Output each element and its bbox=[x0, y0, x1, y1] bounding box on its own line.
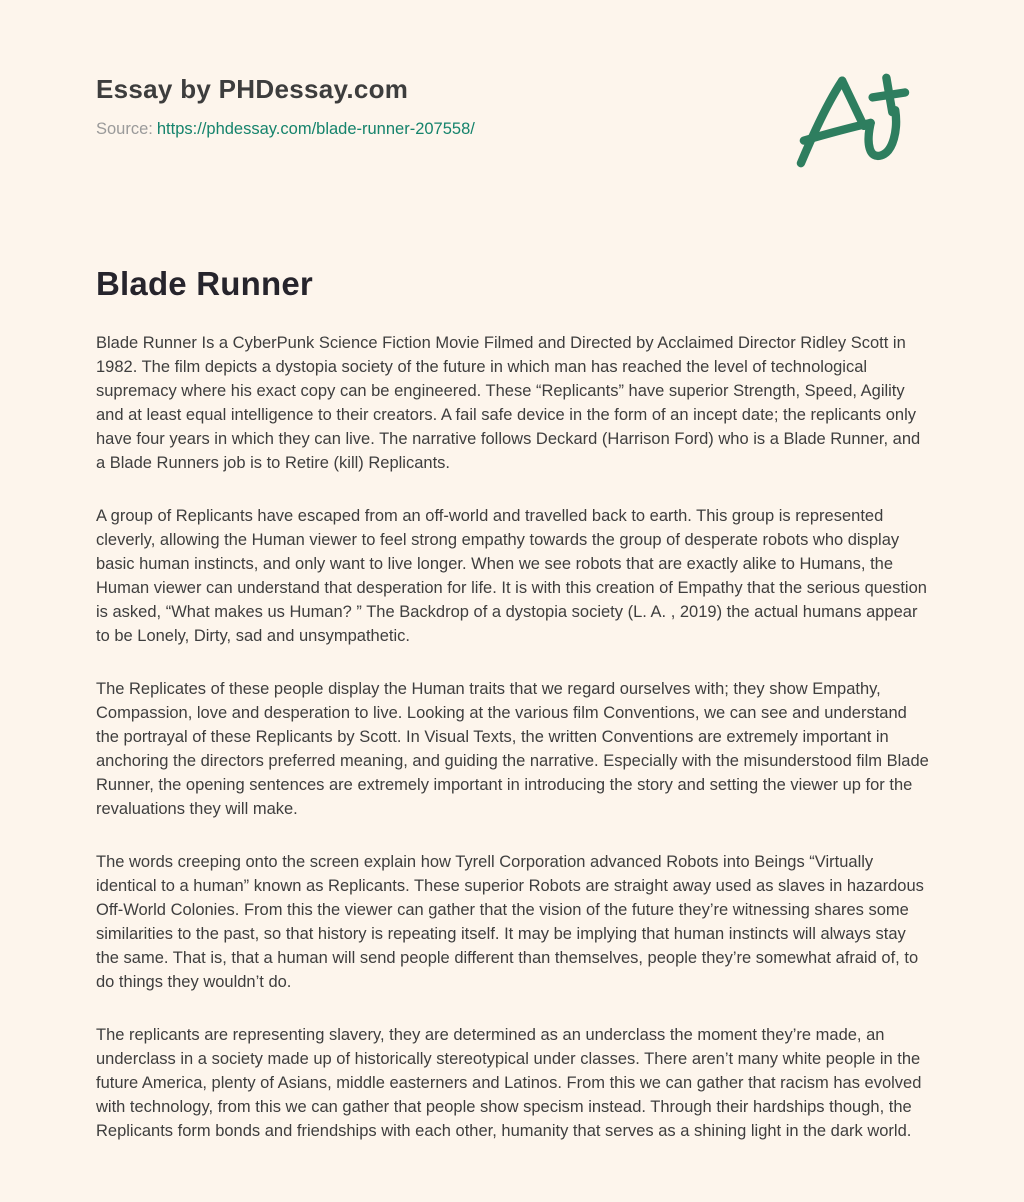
page-header bbox=[96, 74, 928, 179]
source-line bbox=[96, 120, 475, 139]
essay-paragraph-5: The replicants are representing slavery, they are determined as an underclass the moment they’re made, an underclass in a society made up of historically stereotypical under classes. There aren’t many white people in the future America, plenty of Asians, middle easterners and Latinos. From this we can gather that racism has evolved with technology, from this we can gather that people show specism instead. Through their hardships though, the Replicants form bonds and friendships with each other, humanity that serves as a shining light in the dark world. bbox=[96, 1026, 922, 1140]
source-link[interactable]: https://phdessay.com/blade-runner-207558/ bbox=[156, 120, 475, 138]
essay-body bbox=[96, 331, 930, 1143]
essay-paragraph-1: Blade Runner Is a CyberPunk Science Fiction Movie Filmed and Directed by Acclaimed Director Ridley Scott in 1982. The film depicts a dystopia society of the future in which man has reached the level of technological supremacy where his exact copy can be engineered. These “Replicants” have superior Strength, Speed, Agility and at least equal intelligence to their creators. A fail safe device in the form of an incept date; the replicants only have four years in which they can live. The narrative follows Deckard (Harrison Ford) who is a Blade Runner, and a Blade Runners job is to Retire (kill) Replicants. bbox=[96, 334, 921, 472]
essay-paragraph-3: The Replicates of these people display the Human traits that we regard ourselves with; they show Empathy, Compassion, love and desperation to live. Looking at the various film Conventions, we can see and understand the portrayal of these Replicants by Scott. In Visual Texts, the written Conventions are extremely important in anchoring the directors preferred meaning, and guiding the narrative. Especially with the misunderstood film Blade Runner, the opening sentences are extremely important in introducing the story and setting the viewer up for the revaluations they will make. bbox=[96, 680, 929, 818]
essay-paragraph-4: The words creeping onto the screen explain how Tyrell Corporation advanced Robots into Beings “Virtually identical to a human” known as Replicants. These superior Robots are straight away used as slaves in hazardous Off-World Colonies. From this the viewer can gather that the vision of the future they’re witnessing shares some similarities to the past, so that history is repeating itself. It may be implying that human instincts will always stay the same. That is, that a human will send people different than themselves, people they’re somewhat afraid of, to do things they wouldn’t do. bbox=[96, 853, 924, 991]
essay-title: Blade Runner bbox=[96, 265, 313, 302]
essay-paragraph-2: A group of Replicants have escaped from an off-world and travelled back to earth. This group is represented cleverly, allowing the Human viewer to feel strong empathy towards the group of desperate robots who display basic human instincts, and only want to live longer. When we see robots that are exactly alike to Humans, the Human viewer can understand that desperation for life. It is with this creation of Empathy that the serious question is asked, “What makes us Human? ” The Backdrop of a dystopia society (L. A. , 2019) the actual humans appear to be Lonely, Dirty, sad and unsympathetic. bbox=[96, 507, 927, 645]
essay-main bbox=[96, 265, 928, 1143]
a-plus-logo-icon bbox=[788, 64, 916, 179]
header-text-block bbox=[96, 74, 475, 139]
source-label: Source: bbox=[96, 120, 153, 138]
site-title: Essay by PHDessay.com bbox=[96, 74, 409, 104]
